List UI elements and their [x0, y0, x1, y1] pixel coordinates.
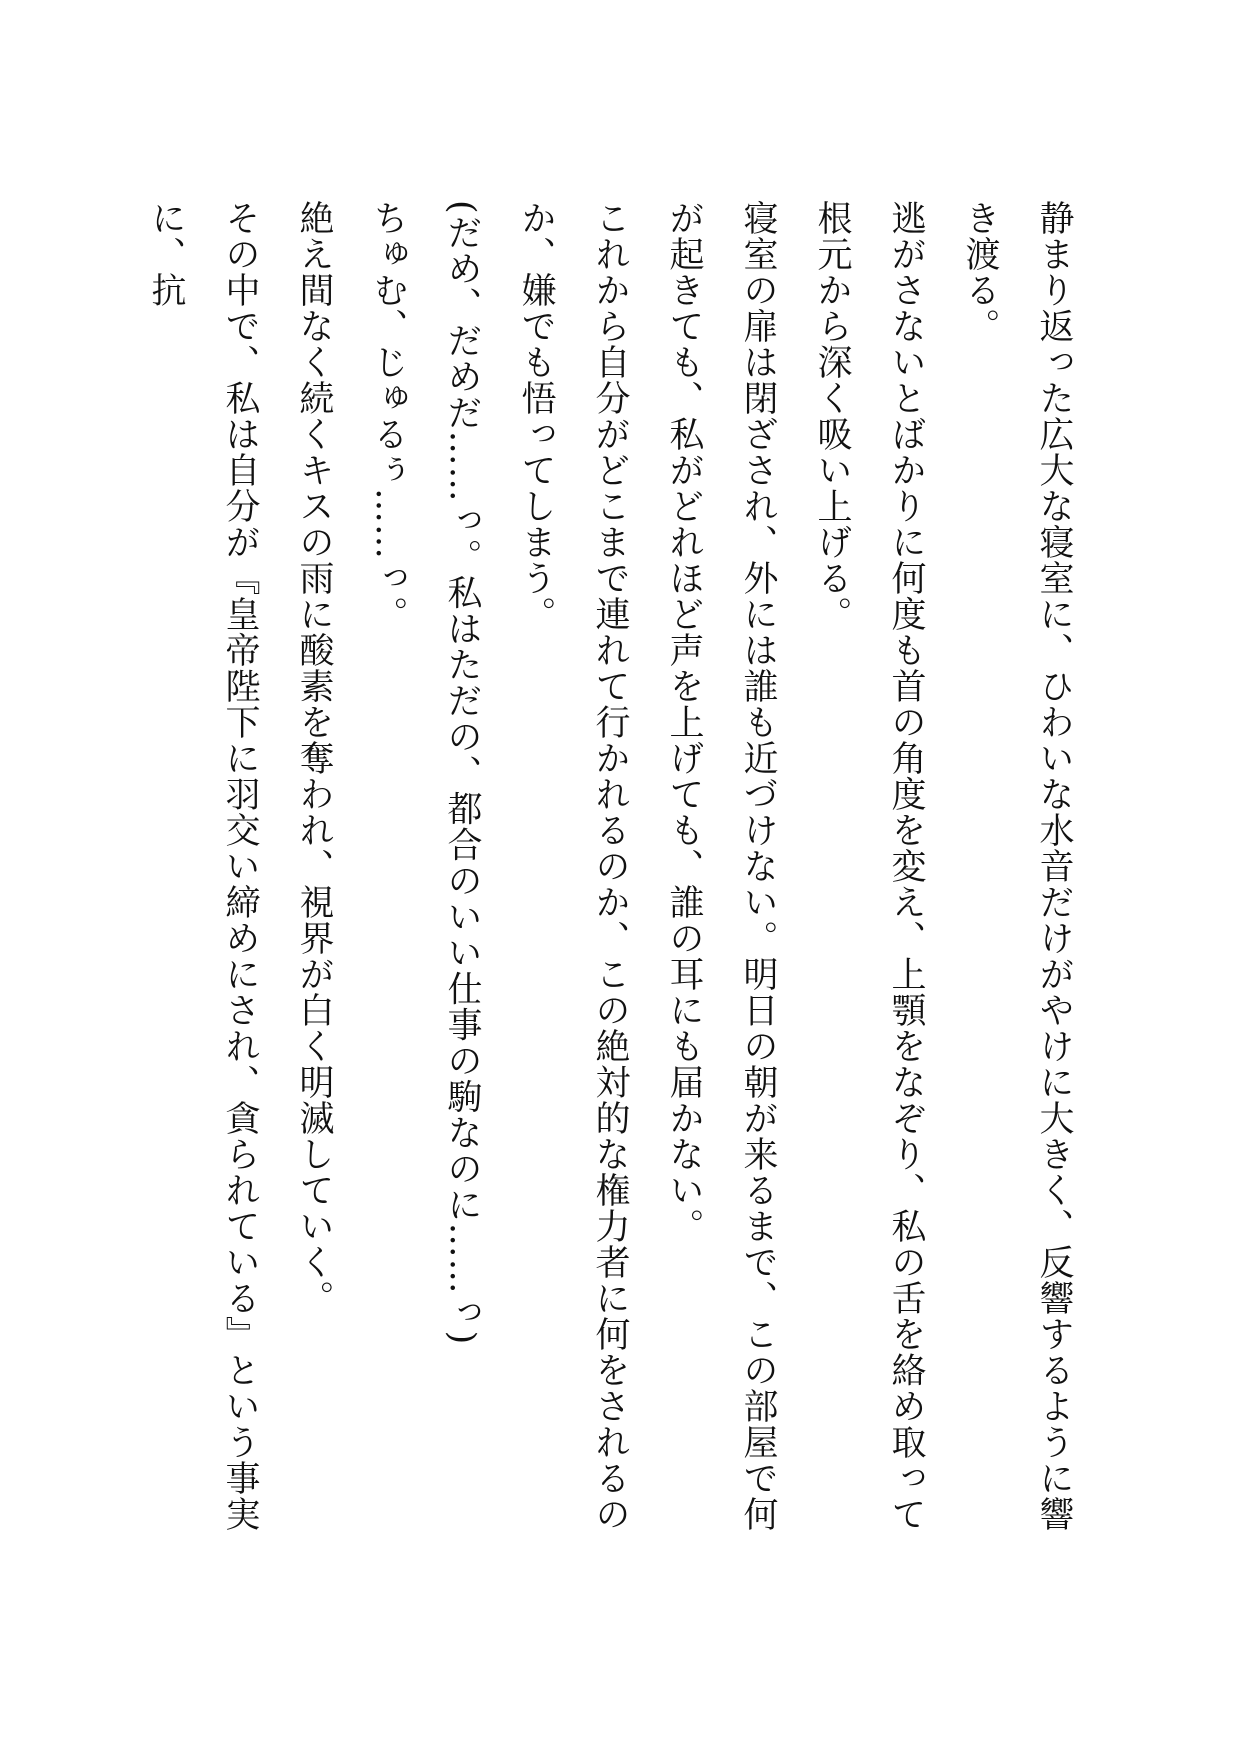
paragraph: これから自分がどこまで連れて行かれるのか、この絶対的な権力者に何をされるのか、嫌でも悟ってしまう。 [516, 200, 630, 1532]
paragraph: 絶え間なく続くキスの雨に酸素を奪われ、視界が白く明滅していく。 [294, 200, 334, 1316]
paragraph: ちゅむ、じゅるぅ……っ。 [368, 200, 408, 632]
vertical-text-body [129, 200, 1091, 1540]
paragraph: (だめ、だめだ……っ。私はただの、都合のいい仕事の駒なのに……っ) [442, 200, 482, 1346]
paragraph: 寝室の扉は閉ざされ、外には誰も近づけない。明日の朝が来るまで、この部屋で何が起きても、私がどれほど声を上げても、誰の耳にも届かない。 [664, 200, 778, 1532]
paragraph: 逃がさないとばかりに何度も首の角度を変え、上顎をなぞり、私の舌を絡め取って根元から深く吸い上げる。 [812, 200, 926, 1532]
paragraph: その中で、私は自分が『皇帝陛下に羽交い締めにされ、貪られている』という事実に、抗 [146, 200, 260, 1532]
paragraph: 静まり返った広大な寝室に、ひわいな水音だけがやけに大きく、反響するように響き渡る。 [960, 200, 1074, 1532]
